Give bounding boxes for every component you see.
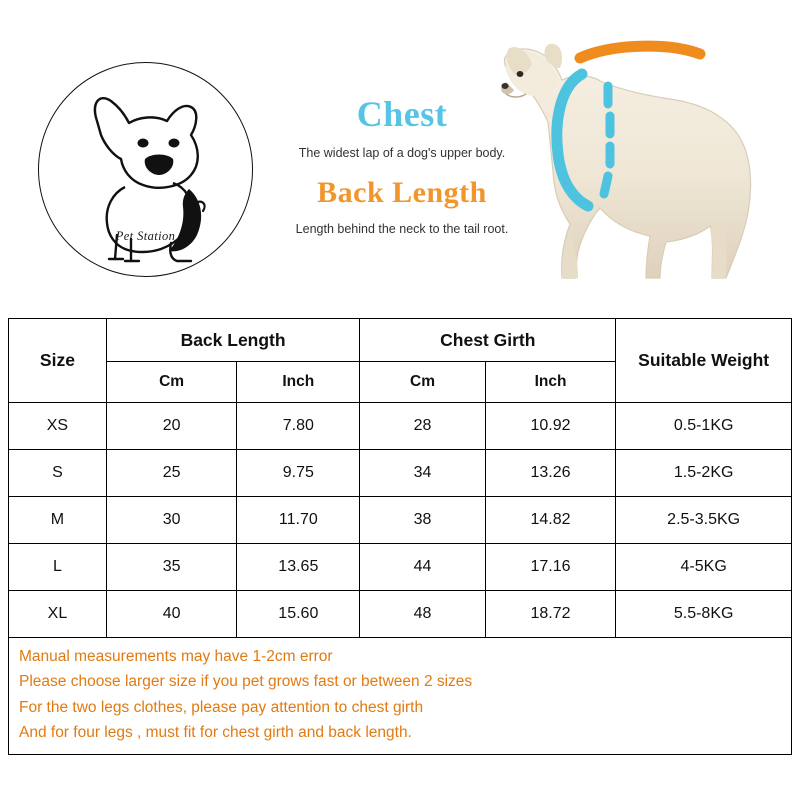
cell-back-inch: 11.70 bbox=[237, 497, 360, 544]
cell-size: S bbox=[9, 450, 107, 497]
cell-back-cm: 30 bbox=[106, 497, 236, 544]
cell-size: XL bbox=[9, 591, 107, 638]
cell-weight: 5.5-8KG bbox=[616, 591, 792, 638]
cell-weight: 0.5-1KG bbox=[616, 403, 792, 450]
table-row bbox=[9, 450, 792, 497]
header-size: Size bbox=[9, 319, 107, 403]
cell-size: L bbox=[9, 544, 107, 591]
cell-chest-cm: 38 bbox=[360, 497, 485, 544]
cell-chest-inch: 14.82 bbox=[485, 497, 616, 544]
cell-chest-cm: 34 bbox=[360, 450, 485, 497]
cell-chest-cm: 44 bbox=[360, 544, 485, 591]
cell-chest-cm: 48 bbox=[360, 591, 485, 638]
table-row bbox=[9, 497, 792, 544]
chest-label: Chest bbox=[356, 94, 448, 134]
cell-back-cm: 20 bbox=[106, 403, 236, 450]
cell-back-inch: 13.65 bbox=[237, 544, 360, 591]
header-back-inch: Inch bbox=[237, 362, 360, 403]
cell-back-inch: 7.80 bbox=[237, 403, 360, 450]
cell-back-cm: 25 bbox=[106, 450, 236, 497]
header-chest-cm: Cm bbox=[360, 362, 485, 403]
measurement-notes bbox=[8, 638, 792, 755]
back-length-description: Length behind the neck to the tail root. bbox=[295, 222, 509, 236]
note-line: For the two legs clothes, please pay attention to chest girth bbox=[19, 698, 424, 716]
cell-chest-cm: 28 bbox=[360, 403, 485, 450]
brand-name: Pet Station bbox=[115, 229, 176, 243]
french-bulldog-silhouette-icon bbox=[39, 63, 252, 276]
cell-back-cm: 40 bbox=[106, 591, 236, 638]
size-chart-section bbox=[8, 318, 792, 755]
table-header-row-1 bbox=[9, 319, 792, 362]
cell-chest-inch: 18.72 bbox=[485, 591, 616, 638]
header-chest-girth: Chest Girth bbox=[360, 319, 616, 362]
note-line: Manual measurements may have 1-2cm error bbox=[19, 648, 333, 665]
dog-illustration-icon bbox=[462, 30, 800, 318]
table-row bbox=[9, 544, 792, 591]
table-row bbox=[9, 591, 792, 638]
dog-photo bbox=[462, 30, 800, 318]
cell-chest-inch: 13.26 bbox=[485, 450, 616, 497]
back-length-label: Back Length bbox=[317, 176, 487, 209]
brand-logo-badge bbox=[38, 62, 253, 277]
cell-weight: 4-5KG bbox=[616, 544, 792, 591]
cell-weight: 1.5-2KG bbox=[616, 450, 792, 497]
header-illustration-section bbox=[0, 0, 800, 318]
cell-size: XS bbox=[9, 403, 107, 450]
cell-weight: 2.5-3.5KG bbox=[616, 497, 792, 544]
header-suitable-weight: Suitable Weight bbox=[616, 319, 792, 403]
cell-back-cm: 35 bbox=[106, 544, 236, 591]
cell-size: M bbox=[9, 497, 107, 544]
cell-back-inch: 15.60 bbox=[237, 591, 360, 638]
size-table bbox=[8, 318, 792, 638]
header-back-cm: Cm bbox=[106, 362, 236, 403]
chest-description: The widest lap of a dog's upper body. bbox=[298, 146, 506, 160]
note-line: Please choose larger size if you pet grows fast or between 2 sizes bbox=[19, 673, 473, 691]
table-row bbox=[9, 403, 792, 450]
header-chest-inch: Inch bbox=[485, 362, 616, 403]
cell-chest-inch: 10.92 bbox=[485, 403, 616, 450]
header-back-length: Back Length bbox=[106, 319, 359, 362]
cell-back-inch: 9.75 bbox=[237, 450, 360, 497]
cell-chest-inch: 17.16 bbox=[485, 544, 616, 591]
note-line: And for four legs , must fit for chest girth and back length. bbox=[19, 724, 412, 742]
